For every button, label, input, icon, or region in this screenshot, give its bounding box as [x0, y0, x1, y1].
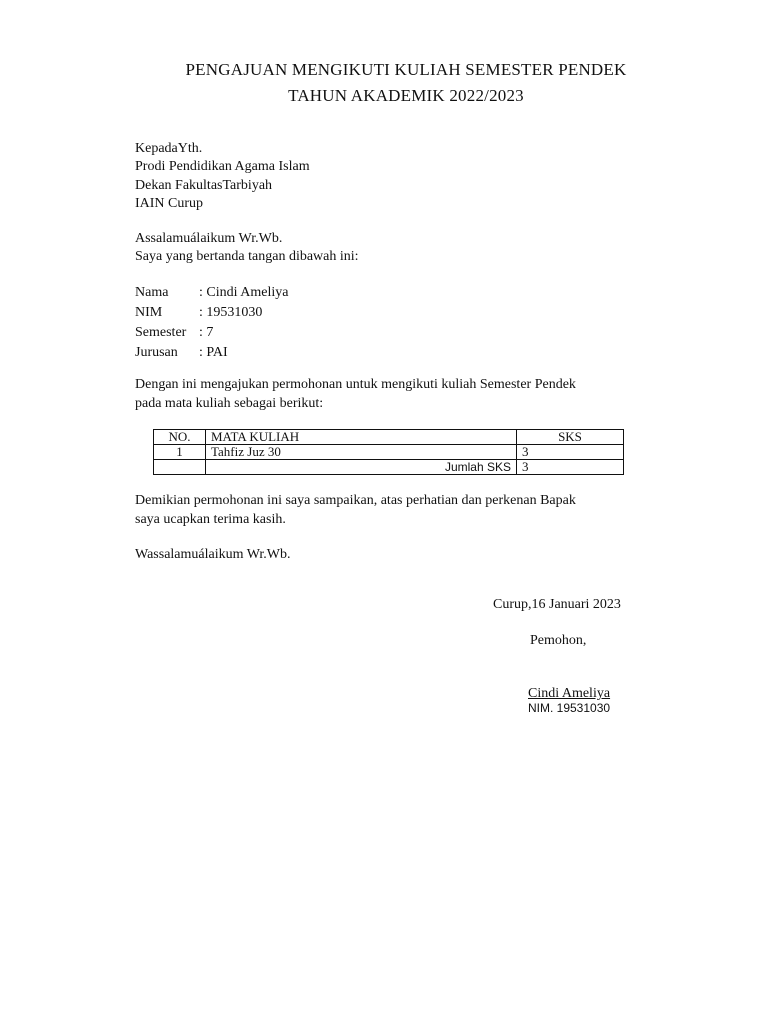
total-label: Jumlah SKS — [206, 460, 517, 475]
field-label: NIM — [135, 305, 163, 320]
field-label: Semester — [135, 325, 187, 340]
applicant-label: Pemohon, — [530, 633, 587, 648]
address-line-prodi: Prodi Pendidikan Agama Islam — [135, 159, 310, 174]
header-no: NO. — [154, 430, 206, 445]
field-label: Jurusan — [135, 345, 178, 360]
cell-empty — [154, 460, 206, 475]
table-row — [154, 445, 624, 460]
field-row-semester — [135, 324, 213, 342]
field-value: : PAI — [199, 345, 228, 360]
cell-no: 1 — [154, 445, 206, 460]
field-value: : 19531030 — [199, 305, 263, 320]
signer-name: Cindi Ameliya — [528, 686, 611, 701]
header-mata-kuliah: MATA KULIAH — [206, 430, 517, 445]
course-table — [153, 429, 624, 475]
farewell: Wassalamuálaikum Wr.Wb. — [135, 547, 291, 562]
cell-mata-kuliah: Tahfiz Juz 30 — [206, 445, 517, 460]
intro-text: Saya yang bertanda tangan dibawah ini: — [135, 249, 359, 264]
field-row-nama — [135, 284, 288, 302]
address-line-institution: IAIN Curup — [135, 196, 204, 211]
closing-text-line1: Demikian permohonan ini saya sampaikan, atas perhatian dan perkenan Bapak — [135, 493, 576, 508]
cell-sks: 3 — [517, 445, 624, 460]
address-line-dekan: Dekan FakultasTarbiyah — [135, 178, 273, 193]
address-line-recipient: KepadaYth. — [135, 141, 203, 156]
field-row-jurusan — [135, 344, 228, 362]
place-date: Curup,16 Januari 2023 — [493, 597, 621, 612]
table-total-row — [154, 460, 624, 475]
field-row-nim — [135, 304, 262, 322]
document-title-line1: PENGAJUAN MENGIKUTI KULIAH SEMESTER PENDEK — [185, 60, 627, 79]
field-value: : 7 — [199, 325, 214, 340]
field-value: : Cindi Ameliya — [199, 285, 289, 300]
table-header-row — [154, 430, 624, 445]
request-text-line1: Dengan ini mengajukan permohonan untuk mengikuti kuliah Semester Pendek — [135, 377, 576, 392]
request-text-line2: pada mata kuliah sebagai berikut: — [135, 396, 324, 411]
header-sks: SKS — [517, 430, 624, 445]
signer-nim: NIM. 19531030 — [528, 701, 611, 715]
greeting: Assalamuálaikum Wr.Wb. — [135, 231, 283, 246]
total-value: 3 — [517, 460, 624, 475]
field-label: Nama — [135, 285, 169, 300]
closing-text-line2: saya ucapkan terima kasih. — [135, 512, 286, 527]
document-title-line2: TAHUN AKADEMIK 2022/2023 — [288, 86, 524, 105]
